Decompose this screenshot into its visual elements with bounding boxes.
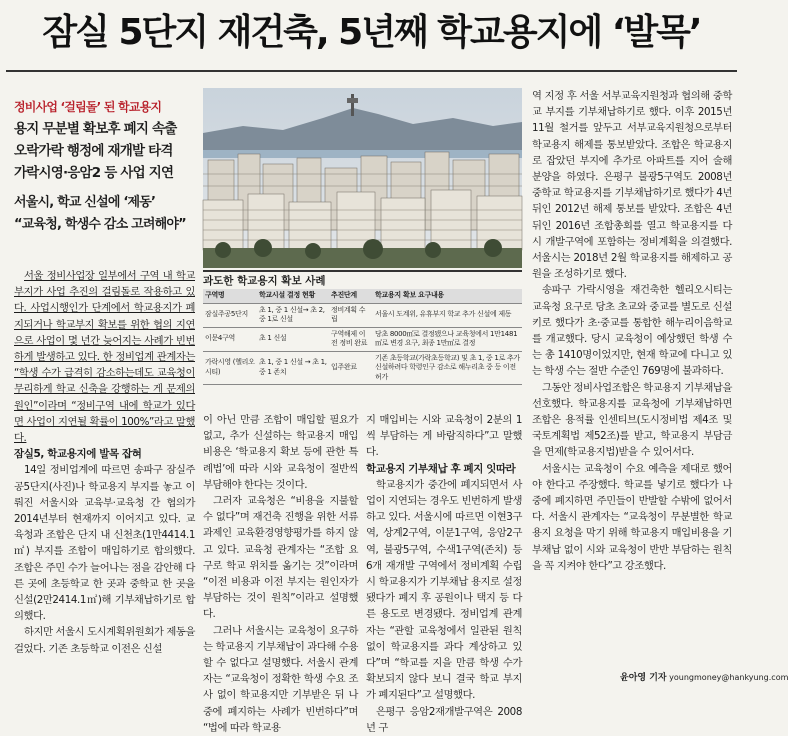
subheadline-line: 용지 무분별 확보후 폐지 속출 bbox=[14, 121, 177, 137]
apartment-photo-illustration bbox=[203, 88, 522, 268]
table-cell: 정비계획 수립 bbox=[329, 303, 373, 327]
table-cell: 잠실주공5단지 bbox=[203, 303, 257, 327]
apartment-complex-photo bbox=[203, 88, 522, 268]
table-header-cell: 구역명 bbox=[203, 289, 257, 303]
subheadline-box bbox=[14, 96, 199, 236]
paragraph: 학교용지가 중간에 폐지되면서 사업이 지연되는 경우도 빈번하게 발생하고 있다. 서울시에 따르면 이현3구역, 상계2구역, 이문1구역, 응암2구역, 불광5구역, 수색1구역(존치) 등 6개 재개발 구역에서 정비계획 수립 시 학교용지가 기부채납 용지로 설정됐다가 폐지 후 공원이나 택지 등 다른 용도로 변경됐다. 정비업계 관계자는 “관할 교육청에서 일관된 원칙 없이 학교용지를 과다 계상하고 있다”며 “학교를 지을 만큼 학생 수가 확보되지 않다 보니 결국 학교 부지가 폐지된다”고 설명했다. bbox=[366, 478, 522, 702]
table-cell: 이문4구역 bbox=[203, 327, 257, 351]
paragraph: 서울 정비사업장 일부에서 구역 내 학교 부지가 사업 추진의 걸림돌로 작용하고 있다. 사업시행인가 단계에서 학교용지가 폐지되거나 학교부지 확보를 위한 협의 지연으로 사업이 몇 년간 늦어지는 사례가 빈번하게 발생하고 있다. 한 정비업계 관계자는 “학생 수가 급격히 감소하는데도 교육청이 무리하게 학교 신축을 강행하는 게 문제의 원인”이라며 “정비구역 내에 학교가 있다면 사업이 지연될 확률이 100%”라고 말했다. bbox=[14, 270, 195, 445]
paragraph: 하지만 서울시 도시계획위원회가 제동을 걸었다. 기존 초등학교 이전은 신설 bbox=[14, 626, 195, 655]
article-column-1 bbox=[14, 268, 195, 657]
table-header-cell: 추진단계 bbox=[329, 289, 373, 303]
paragraph: 송파구 가락시영을 재건축한 헬리오시티는 교육청 요구로 당초 초교와 중교를 별도로 신설키로 했다가 초·중교를 통합한 해누리이음학교를 개교했다. 당시 교육청이 예상했던 학생 수는 총 1410명이었지만, 현재 학교에 다니고 있는 학생 수는 절반 수준인 769명에 불과하다. bbox=[532, 284, 732, 378]
paragraph: 역 지정 후 서울 서부교육지원청과 협의해 중학교 부지를 기부채납하기로 했다. 이후 2015년 11월 철거를 앞두고 서부교육지원청으로부터 학교용지 해제를 통보받았다. 조합은 학교용지로 잡았던 부지에 추가로 아파트를 지어 술해 분양을 하였다. 은평구 불광5구역도 2008년 중학교 학교용지를 기부채납하기로 했다가 4년 뒤인 2012년 해제 통보를 받았다. 조합은 4년 뒤인 2016년 조합총회를 열고 학교용지를 다시 개발구역에 포함하는 정비계획을 의결했다. 서울시는 2018년 2월 학교용지를 해제하고 공원을 조성하기로 했다. bbox=[532, 90, 732, 281]
table-cell: 초 1, 중 1 신설→ 초 2, 중 1로 신설 bbox=[257, 303, 329, 327]
table-row bbox=[203, 351, 522, 385]
reporter-name: 윤아영 기자 bbox=[620, 673, 667, 683]
byline bbox=[620, 670, 788, 683]
paragraph: 그동안 정비사업조합은 학교용지 기부채납을 선호했다. 학교용지를 교육청에 기부채납하면 조합은 용적률 인센티브(도시정비법 제4조 및 국토계획법 제52조)를 받고, 학교용지 부담금을 면제(학교용지법)받을 수 있어서다. bbox=[532, 381, 733, 459]
paragraph: 은평구 응암2재개발구역은 2008년 구 bbox=[366, 705, 522, 734]
table-cell: 입주완료 bbox=[329, 351, 373, 385]
table-title: 과도한 학교용지 확보 사례 bbox=[203, 270, 522, 290]
table-row bbox=[203, 303, 522, 327]
subheadline-line: 가락시영·응암2 등 사업 지연 bbox=[14, 165, 174, 181]
table-header-cell: 학교용지 확보 요구내용 bbox=[373, 289, 522, 303]
subheadline-line: 오락가락 행정에 재개발 타격 bbox=[14, 143, 173, 159]
paragraph: 서울시는 교육청이 수요 예측을 제대로 했어야 한다고 주장했다. 학교를 넣기로 했다가 나중에 폐지하면 주민들이 반발할 수밖에 없어서다. 서울시 관계자는 “교육청이 무분별한 학교용지 요청을 막기 위해 학교용지 매입비용을 기부채납 없이 시와 교육청이 반반 부담하는 원칙을 꼭 지켜야 한다”고 강조했다. bbox=[532, 462, 732, 572]
school-site-table bbox=[203, 289, 522, 385]
table-cell: 서울시 도계위, 유휴부지 학교 추가 신설에 제동 bbox=[373, 303, 522, 327]
table-header-row bbox=[203, 289, 522, 303]
table-cell: 당초 8000㎡로 결정됐으나 교육청에서 1만1481㎡로 변경 요구, 최종 1만㎡로 결정 bbox=[373, 327, 522, 351]
subheadline-line: 서울시, 학교 신설에 ‘제동’ bbox=[14, 195, 156, 210]
table-header-cell: 학교시설 결정 현황 bbox=[257, 289, 329, 303]
table-cell: 초 1 신설 bbox=[257, 327, 329, 351]
headline-rule bbox=[6, 70, 737, 72]
section-subhead: 잠실5, 학교용지에 발목 잡혀 bbox=[14, 448, 142, 461]
paragraph: 지 매입비는 시와 교육청이 2분의 1씩 부담하는 게 바람직하다”고 말했다. bbox=[366, 414, 522, 459]
kicker: 정비사업 ‘걸림돌’ 된 학교용지 bbox=[14, 100, 162, 114]
paragraph: 14일 정비업계에 따르면 송파구 잠실주공5단지(사진)나 학교용지 부지를 놓고 이뤄진 서울시와 교육부·교육청 간 협의가 2014년부터 현재까지 이어지고 있다. 교육청과 조합은 단지 내 신천초(1만4414.1㎡) 부지를 조합이 매입하기로 합의했다. 조합은 주민 수가 늘어나는 점을 감안해 다른 곳에 초등학교 한 곳과 중학교 한 곳을 신설(2만2414.1㎡)해 기부채납하기로 합의했다. bbox=[14, 464, 195, 623]
paragraph: 그러나 서울시는 교육청이 요구하는 학교용지 기부채납이 과다해 수용할 수 없다고 설명했다. 서울시 관계자는 “교육청이 정확한 학생 수요 조사 없이 학교용지만 기부받은 뒤 나중에 폐지하는 사례가 빈번하다”며 “법에 따라 학교용 bbox=[203, 624, 358, 734]
reporter-email: youngmoney@hankyung.com bbox=[669, 673, 788, 682]
table-cell: 가락시영 (헬리오시티) bbox=[203, 351, 257, 385]
paragraph: 그러자 교육청은 “비용을 지불할 수 없다”며 재건축 진행을 위한 서류 과제인 교육환경영향평가를 하지 않고 있다. 교육청 관계자는 “조합 요구로 학교 위치를 옮기는 것”이라며 “이전 비용과 이전 부지는 원인자가 부담하는 것이 원칙”이라고 설명했다. bbox=[203, 495, 358, 621]
table-cell: 초 1, 중 1 신설 → 초 1, 중 1 존치 bbox=[257, 351, 329, 385]
table-cell: 구역해제 이전 정비 완료 bbox=[329, 327, 373, 351]
section-subhead: 학교용지 기부채납 후 폐지 잇따라 bbox=[366, 462, 516, 475]
paragraph: 이 아닌 만큼 조합이 매입할 필요가 없고, 추가 신설하는 학교용지 매입비용은 ‘학교용지 확보 등에 관한 특례법’에 따라 시와 교육청이 절반씩 부담해야 한다는 것이다. bbox=[203, 414, 358, 491]
article-column-2 bbox=[203, 412, 358, 736]
table-cell: 기존 초등학교(가락초등학교) 및 초 1, 중 1로 추가 신설하려다 학령인구 감소로 해누리초 중 등 이전 허가 bbox=[373, 351, 522, 385]
headline: 잠실 5단지 재건축, 5년째 학교용지에 ‘발목’ bbox=[42, 12, 701, 53]
article-column-4 bbox=[532, 88, 732, 574]
subheadline-line: “교육청, 학생수 감소 고려해야” bbox=[14, 217, 186, 232]
table-row bbox=[203, 327, 522, 351]
article-column-3 bbox=[366, 412, 522, 736]
